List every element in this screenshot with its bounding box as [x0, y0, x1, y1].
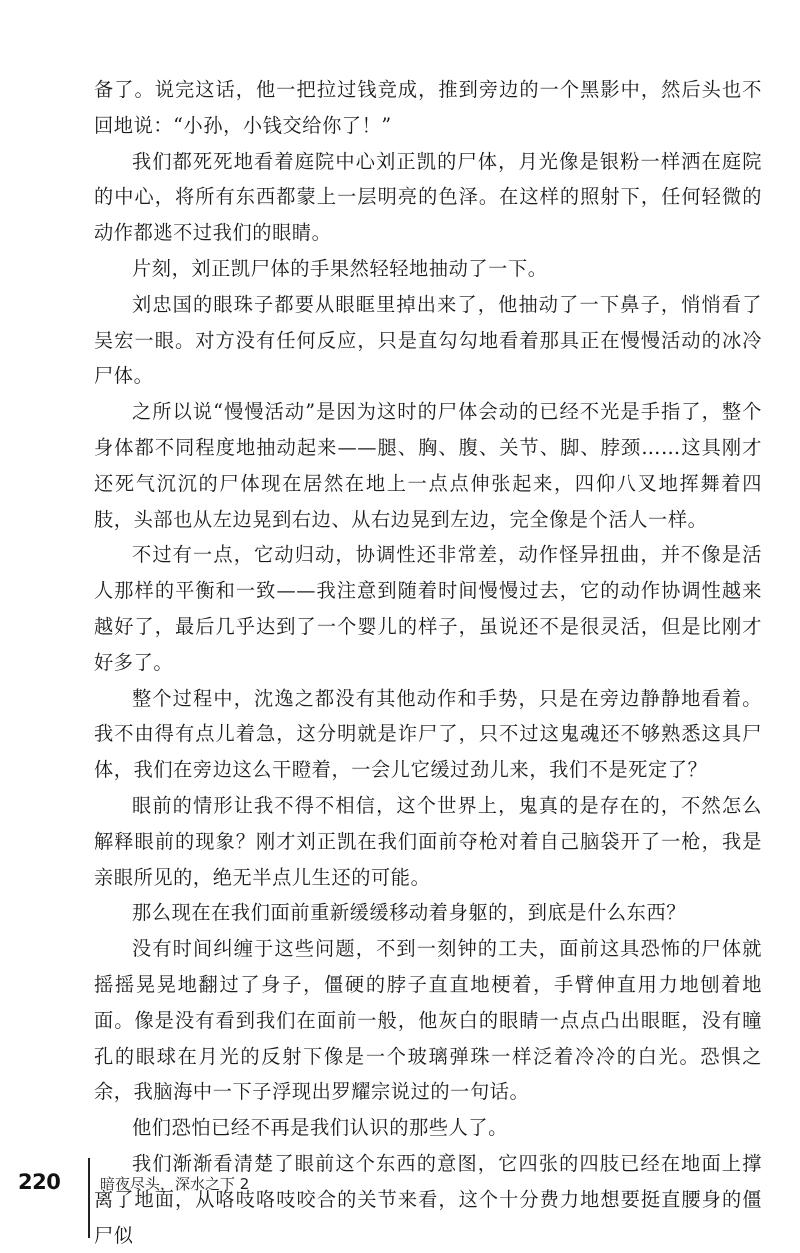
paragraph-10: 没有时间纠缠于这些问题，不到一刻钟的工夫，面前这具恐怖的尸体就摇摇晃晃地翻过了身子，僵硬的脖子直直地梗着，手臂伸直用力地刨着地面。像是没有看到我们在面前一般，他灰白的眼睛一点点凸出眼眶，没有瞳孔的眼球在月光的反射下像是一个玻璃弹珠一样泛着冷冷的白光。恐惧之余，我脑海中一下子浮现出罗耀宗说过的一句话。 [94, 937, 762, 1104]
footer-divider [88, 1158, 90, 1238]
paragraph-5: 之所以说“慢慢活动”是因为这时的尸体会动的已经不光是手指了，整个身体都不同程度地抽动起来——腿、胸、腹、关节、脚、脖颈……这具刚才还死气沉沉的尸体现在居然在地上一点点伸张起来，四仰八叉地挥舞着四肢，头部也从左边晃到右边、从右边晃到左边，完全像是个活人一样。 [94, 400, 762, 531]
paragraph-12: 我们渐渐看清楚了眼前这个东西的意图，它四张的四肢已经在地面上撑离了地面，从咯吱咯吱咬合的关节来看，这个十分费力地想要挺直腰身的僵尸似 [94, 1151, 762, 1247]
paragraph-4: 刘忠国的眼珠子都要从眼眶里掉出来了，他抽动了一下鼻子，悄悄看了吴宏一眼。对方没有任何反应，只是直勾勾地看着那具正在慢慢活动的冰冷尸体。 [94, 292, 762, 388]
paragraph-3: 片刻，刘正凯尸体的手果然轻轻地抽动了一下。 [132, 256, 548, 280]
paragraph-9: 那么现在在我们面前重新缓缓移动着身躯的，到底是什么东西？ [132, 901, 687, 925]
book-page-body [94, 72, 762, 1253]
paragraph-11: 他们恐怕已经不再是我们认识的那些人了。 [132, 1116, 508, 1140]
paragraph-1: 备了。说完这话，他一把拉过钱竞成，推到旁边的一个黑影中，然后头也不回地说：“小孙，小钱交给你了！” [94, 78, 762, 137]
page-footer [0, 1152, 800, 1238]
paragraph-7: 整个过程中，沈逸之都没有其他动作和手势，只是在旁边静静地看着。我不由得有点儿着急，这分明就是诈尸了，只不过这鬼魂还不够熟悉这具尸体，我们在旁边这么干瞪着，一会儿它缓过劲儿来，我们不是死定了？ [94, 686, 762, 782]
running-title: 暗夜尽头，深水之下 2 [100, 1175, 250, 1193]
paragraph-6: 不过有一点，它动归动，协调性还非常差，动作怪异扭曲，并不像是活人那样的平衡和一致——我注意到随着时间慢慢过去，它的动作协调性越来越好了，最后几乎达到了一个婴儿的样子，虽说还不是很灵活，但是比刚才好多了。 [94, 543, 762, 674]
paragraph-2: 我们都死死地看着庭院中心刘正凯的尸体，月光像是银粉一样洒在庭院的中心，将所有东西都蒙上一层明亮的色泽。在这样的照射下，任何轻微的动作都逃不过我们的眼睛。 [94, 149, 762, 245]
paragraph-8: 眼前的情形让我不得不相信，这个世界上，鬼真的是存在的，不然怎么解释眼前的现象？刚才刘正凯在我们面前夺枪对着自己脑袋开了一枪，我是亲眼所见的，绝无半点儿生还的可能。 [94, 793, 762, 889]
page-number: 220 [18, 1170, 61, 1194]
